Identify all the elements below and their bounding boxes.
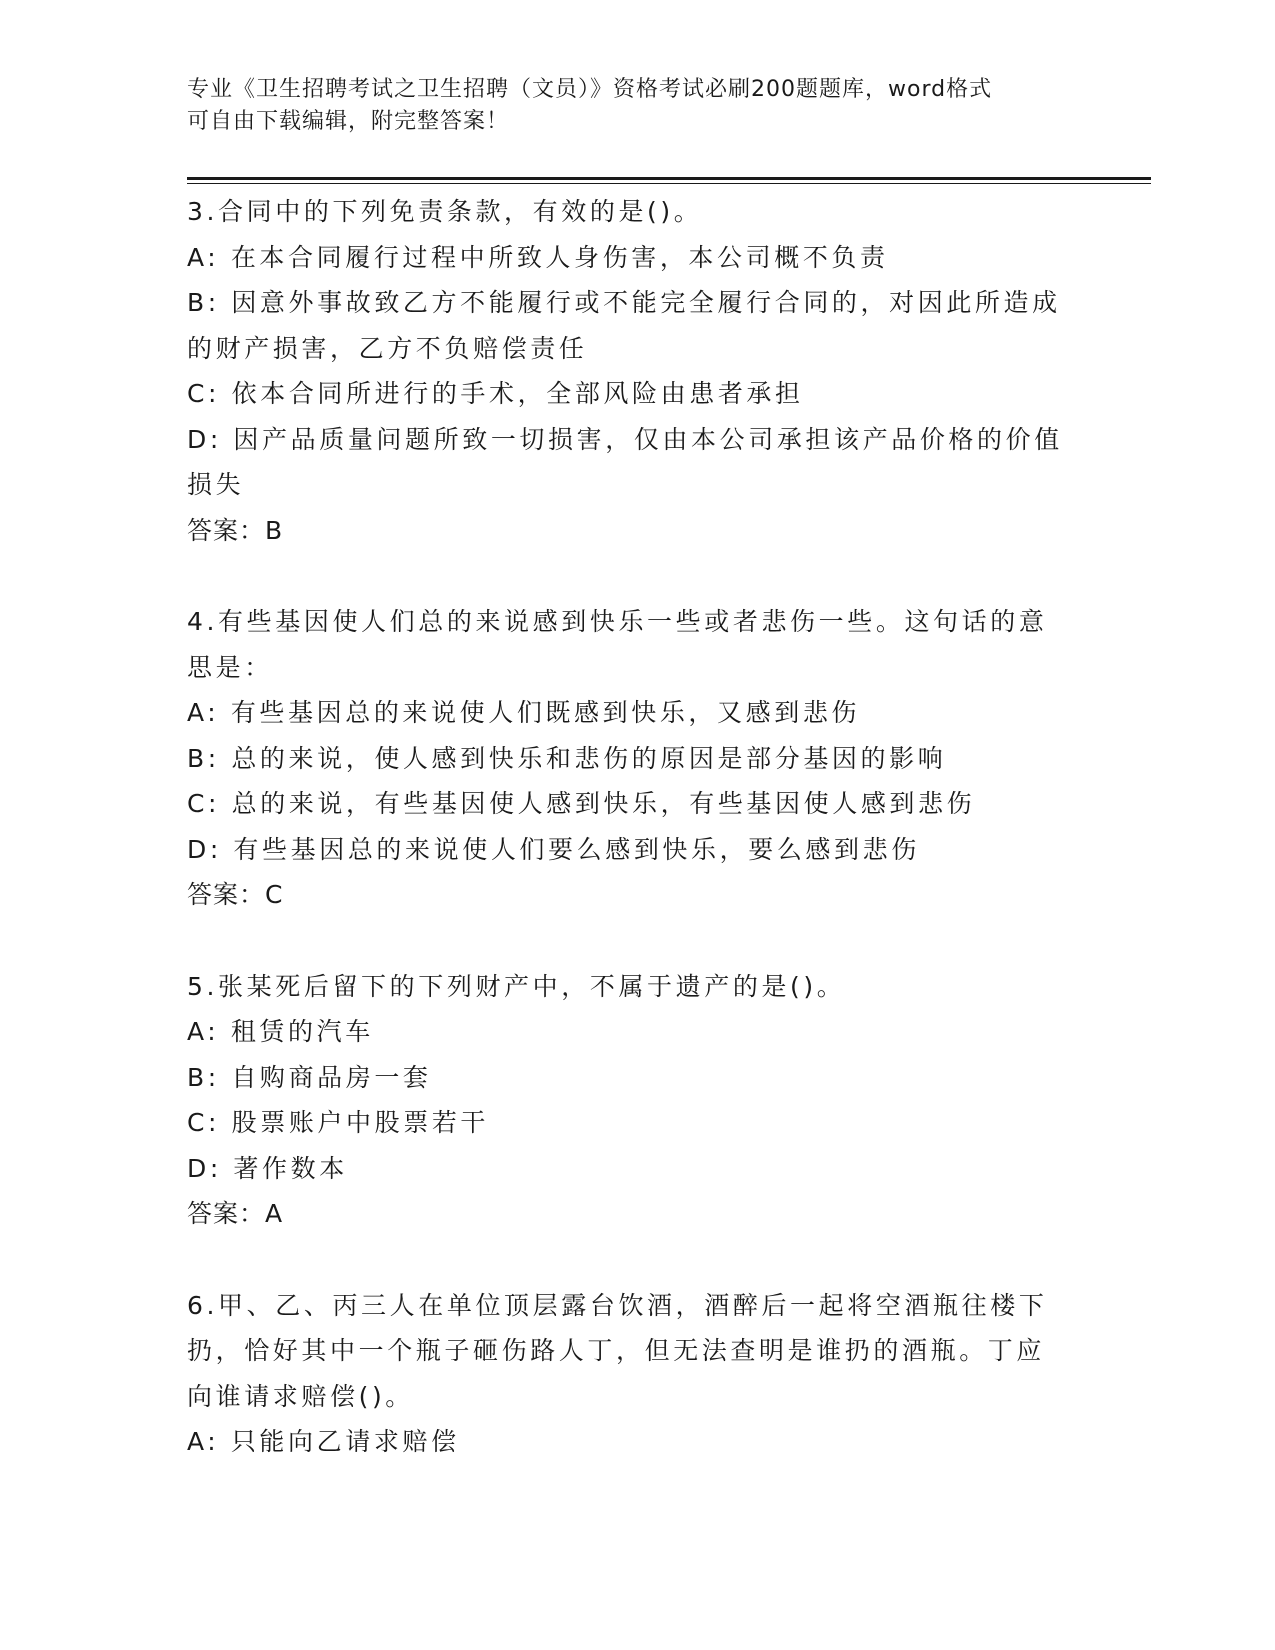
option-d-continued: 损失 bbox=[187, 470, 245, 499]
option-a: A: 只能向乙请求赔偿 bbox=[187, 1427, 460, 1456]
option-d: D: 有些基因总的来说使人们要么感到快乐，要么感到悲伤 bbox=[187, 834, 920, 864]
question-4 bbox=[187, 599, 1087, 918]
question-spacer bbox=[187, 553, 1087, 599]
option-b: B: 总的来说，使人感到快乐和悲伤的原因是部分基因的影响 bbox=[187, 743, 947, 773]
question-3 bbox=[187, 189, 1087, 553]
option-c: C: 股票账户中股票若干 bbox=[187, 1108, 490, 1137]
question-list bbox=[187, 189, 1087, 1465]
option-b: B: 因意外事故致乙方不能履行或不能完全履行合同的，对因此所造成 bbox=[187, 288, 1061, 317]
option-c: C: 总的来说，有些基因使人感到快乐，有些基因使人感到悲伤 bbox=[187, 789, 976, 818]
question-stem-continued: 向谁请求赔偿()。 bbox=[187, 1381, 414, 1411]
answer-label: 答案：A bbox=[187, 1199, 284, 1228]
question-stem-continued: 思是： bbox=[187, 652, 273, 682]
question-6 bbox=[187, 1283, 1087, 1465]
question-stem: 5.张某死后留下的下列财产中，不属于遗产的是()。 bbox=[187, 971, 846, 1001]
header-rule-thin bbox=[187, 183, 1151, 184]
question-spacer bbox=[187, 1237, 1087, 1283]
answer-label: 答案：B bbox=[187, 515, 284, 545]
option-c: C: 依本合同所进行的手术，全部风险由患者承担 bbox=[187, 379, 804, 408]
option-d: D: 著作数本 bbox=[187, 1153, 348, 1183]
question-5 bbox=[187, 964, 1087, 1237]
header-rule-thick bbox=[187, 177, 1151, 180]
header-line-1: 专业《卫生招聘考试之卫生招聘（文员）》资格考试必刷200题题库，word格式 bbox=[187, 77, 993, 102]
document-header bbox=[187, 74, 1067, 138]
option-d: D: 因产品质量问题所致一切损害，仅由本公司承担该产品价格的价值 bbox=[187, 424, 1063, 454]
question-stem: 4.有些基因使人们总的来说感到快乐一些或者悲伤一些。这句话的意 bbox=[187, 607, 1048, 636]
question-stem: 6.甲、乙、丙三人在单位顶层露台饮酒，酒醉后一起将空酒瓶往楼下 bbox=[187, 1290, 1048, 1320]
question-spacer bbox=[187, 918, 1087, 964]
question-stem-continued: 扔，恰好其中一个瓶子砸伤路人丁，但无法查明是谁扔的酒瓶。丁应 bbox=[187, 1336, 1046, 1365]
answer-label: 答案：C bbox=[187, 880, 284, 909]
option-b: B: 自购商品房一套 bbox=[187, 1062, 432, 1092]
option-a: A: 租赁的汽车 bbox=[187, 1017, 374, 1046]
option-a: A: 在本合同履行过程中所致人身伤害，本公司概不负责 bbox=[187, 242, 889, 272]
header-line-2: 可自由下载编辑，附完整答案！ bbox=[187, 109, 510, 134]
option-a: A: 有些基因总的来说使人们既感到快乐，又感到悲伤 bbox=[187, 698, 861, 727]
question-stem: 3.合同中的下列免责条款，有效的是()。 bbox=[187, 197, 703, 226]
option-b-continued: 的财产损害，乙方不负赔偿责任 bbox=[187, 333, 588, 363]
